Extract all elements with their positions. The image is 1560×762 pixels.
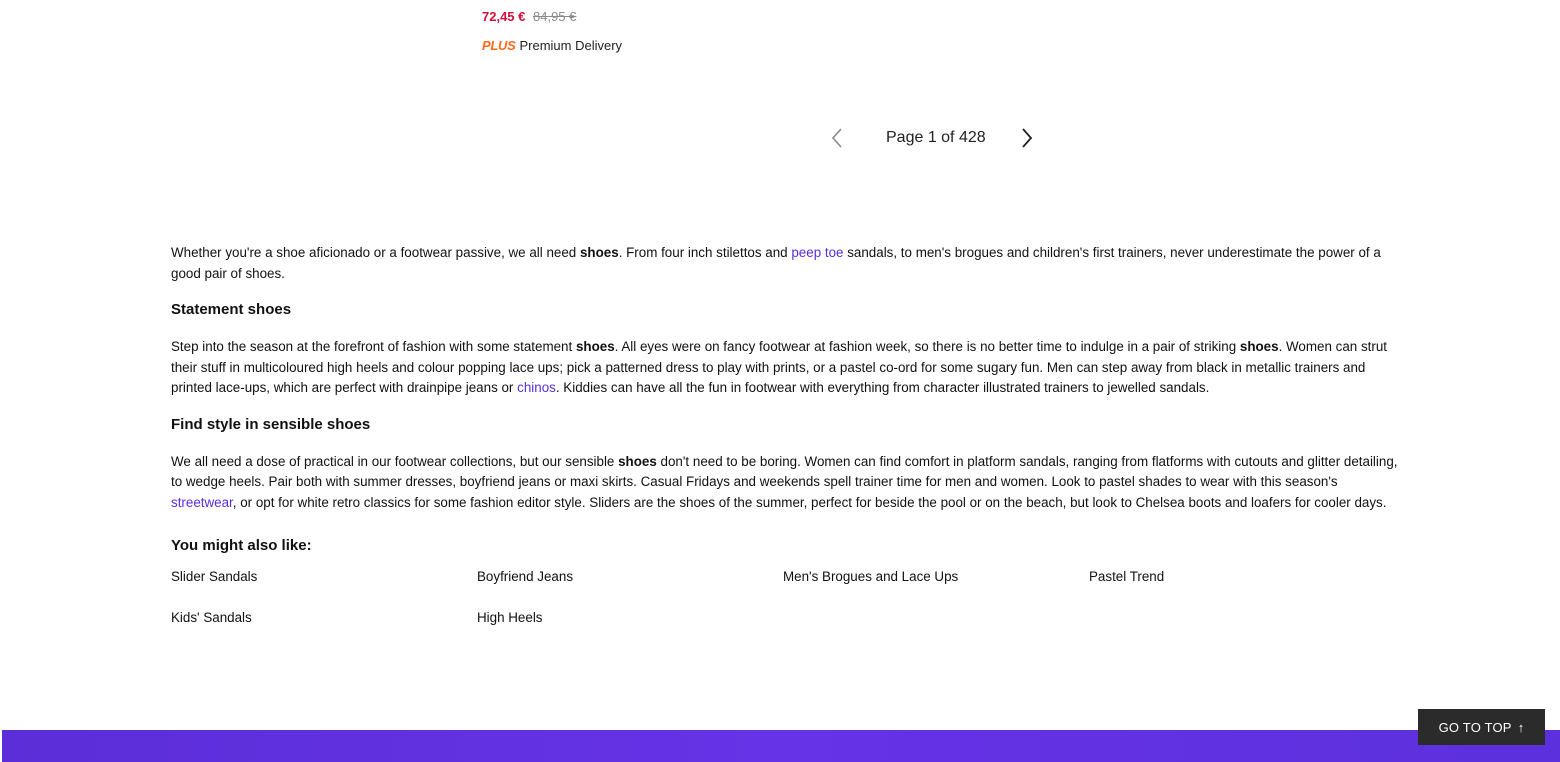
related-link-high-heels[interactable]: High Heels — [477, 610, 543, 625]
text: , or opt for white retro classics for some fashion editor style. Sliders are the shoes of the summer, perfect for beside the pool or on the beach, but look to Chelsea boots and loafers for cooler days. — [232, 494, 1387, 510]
text: Step into the season at the forefront of fashion with some statement — [171, 339, 576, 354]
arrow-up-icon: ↑ — [1517, 719, 1525, 735]
footer-bar — [2, 730, 1560, 762]
related-link-slider-sandals[interactable]: Slider Sandals — [171, 569, 258, 584]
bold-text: shoes — [575, 339, 615, 354]
bold-text: shoes — [618, 453, 657, 469]
text: . All eyes were on fancy footwear at fashion week, so there is no better time to indulge in a pair of striking — [614, 339, 1240, 354]
statement-paragraph — [171, 337, 1401, 399]
related-link-pastel-trend[interactable]: Pastel Trend — [1089, 569, 1165, 584]
intro-paragraph — [171, 243, 1401, 284]
seo-content — [171, 243, 1401, 628]
bold-text: shoes — [1239, 339, 1279, 354]
peep-toe-link[interactable]: peep toe — [791, 245, 844, 260]
text: . Kiddies can have all the fun in footwear with everything from character illustrated trainers to jewelled sandals. — [555, 380, 1210, 395]
next-page-button[interactable] — [1014, 122, 1040, 154]
price-row — [482, 8, 622, 26]
go-to-top-label: GO TO TOP — [1438, 719, 1512, 735]
sensible-shoes-heading: Find style in sensible shoes — [171, 415, 371, 433]
previous-page-button[interactable] — [824, 122, 850, 154]
streetwear-link[interactable]: streetwear — [171, 494, 233, 510]
also-like-links — [171, 566, 1401, 628]
original-price: 84,95 € — [533, 9, 577, 24]
related-link-kids-sandals[interactable]: Kids' Sandals — [171, 610, 252, 625]
plus-logo: PLUS — [482, 38, 516, 53]
page-indicator: Page 1 of 428 — [886, 129, 986, 146]
sensible-paragraph — [171, 452, 1401, 514]
text: don't need to be boring. Women can find comfort in platform sandals, ranging from flatforms with cutouts and glitter detailing, to wedge heels. Pair both with summer dresses, boyfriend jeans or maxi skirts. Casual Fridays and weekends spell trainer time for men and women. Look to pastel shades to wear with this season's — [171, 453, 1398, 489]
delivery-row — [482, 37, 622, 55]
chevron-left-icon — [831, 127, 843, 149]
text: We all need a dose of practical in our footwear collections, but our sensible — [171, 453, 619, 469]
related-link-boyfriend-jeans[interactable]: Boyfriend Jeans — [477, 569, 574, 584]
text: sandals, to men's brogues and children's first trainers, never underestimate the power of a good pair of shoes. — [171, 245, 1381, 281]
sale-price: 72,45 € — [482, 9, 526, 24]
text: . Women can strut their stuff in multicoloured high heels and colour popping lace ups; pick a patterned dress to play with prints, or a pastel co-ord for some sugary fun. Men can step away from black in metallic trainers and printed lace-ups, which are perfect with drainpipe jeans or — [171, 339, 1387, 395]
text: . From four inch stilettos and — [618, 245, 792, 260]
go-to-top-button[interactable] — [1418, 709, 1545, 745]
also-like-heading: You might also like: — [171, 537, 312, 554]
product-price-block — [482, 8, 622, 55]
pagination — [824, 122, 1054, 154]
statement-shoes-heading: Statement shoes — [171, 301, 292, 318]
chinos-link[interactable]: chinos — [517, 380, 556, 395]
bold-text: shoes — [579, 245, 619, 260]
related-link-mens-brogues[interactable]: Men's Brogues and Lace Ups — [783, 569, 959, 584]
text: Whether you're a shoe aficionado or a footwear passive, we all need — [171, 245, 580, 260]
chevron-right-icon — [1021, 127, 1033, 149]
premium-delivery-label: Premium Delivery — [519, 38, 623, 53]
